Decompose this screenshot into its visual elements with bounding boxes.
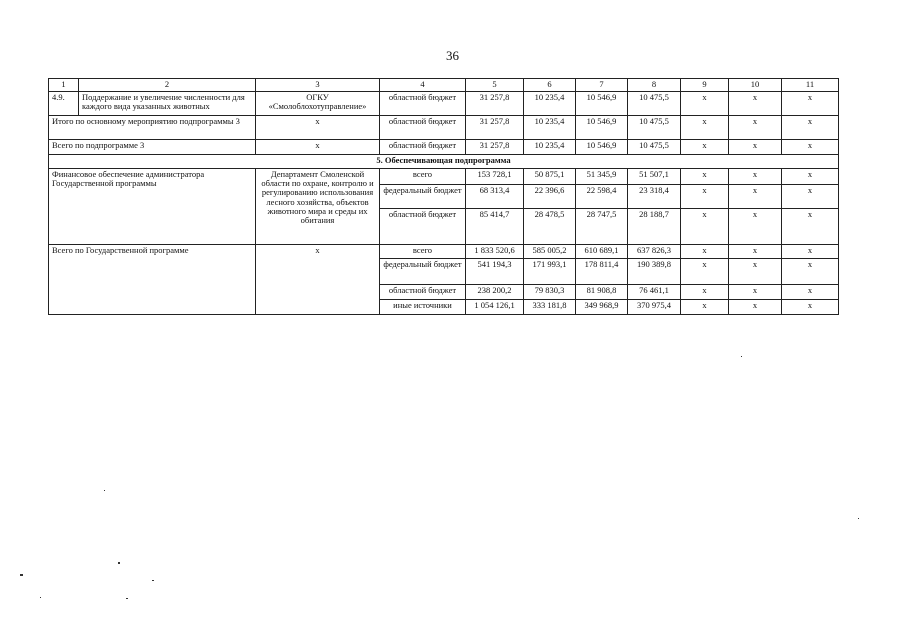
value-cell: х bbox=[729, 245, 782, 259]
section-row bbox=[49, 155, 839, 169]
column-number: 4 bbox=[380, 79, 466, 92]
value-cell: 10 475,5 bbox=[628, 116, 681, 140]
value-cell: 31 257,8 bbox=[466, 116, 524, 140]
scan-speck bbox=[152, 580, 154, 581]
executor: х bbox=[256, 140, 380, 155]
column-numbers-row bbox=[49, 79, 839, 92]
value-cell: 585 005,2 bbox=[524, 245, 576, 259]
column-number: 3 bbox=[256, 79, 380, 92]
value-cell: 76 461,1 bbox=[628, 285, 681, 300]
value-cell: х bbox=[681, 259, 729, 285]
value-cell: 10 475,5 bbox=[628, 140, 681, 155]
value-cell: 637 826,3 bbox=[628, 245, 681, 259]
value-cell: х bbox=[681, 92, 729, 116]
value-cell: 370 975,4 bbox=[628, 300, 681, 315]
value-cell: х bbox=[681, 285, 729, 300]
value-cell: 31 257,8 bbox=[466, 140, 524, 155]
funding-source: всего bbox=[380, 169, 466, 185]
column-number: 9 bbox=[681, 79, 729, 92]
value-cell: х bbox=[681, 209, 729, 245]
value-cell: 178 811,4 bbox=[576, 259, 628, 285]
column-number: 10 bbox=[729, 79, 782, 92]
value-cell: х bbox=[729, 140, 782, 155]
value-cell: х bbox=[729, 116, 782, 140]
value-cell: 10 235,4 bbox=[524, 92, 576, 116]
value-cell: 51 507,1 bbox=[628, 169, 681, 185]
value-cell: х bbox=[782, 140, 839, 155]
value-cell: 171 993,1 bbox=[524, 259, 576, 285]
scan-speck bbox=[20, 574, 23, 576]
executor: Департамент Смоленской области по охране, контролю и регулированию использования лесного хозяйства, объектов животного мира и среды их обитания bbox=[256, 169, 380, 245]
value-cell: х bbox=[782, 285, 839, 300]
value-cell: 349 968,9 bbox=[576, 300, 628, 315]
budget-table bbox=[48, 78, 839, 315]
value-cell: 79 830,3 bbox=[524, 285, 576, 300]
value-cell: х bbox=[729, 169, 782, 185]
value-cell: 31 257,8 bbox=[466, 92, 524, 116]
value-cell: 1 054 126,1 bbox=[466, 300, 524, 315]
value-cell: 10 546,9 bbox=[576, 140, 628, 155]
funding-source: федеральный бюджет bbox=[380, 185, 466, 209]
value-cell: 28 478,5 bbox=[524, 209, 576, 245]
value-cell: 10 235,4 bbox=[524, 116, 576, 140]
value-cell: х bbox=[681, 245, 729, 259]
value-cell: 190 389,8 bbox=[628, 259, 681, 285]
table-row bbox=[49, 140, 839, 155]
funding-source: областной бюджет bbox=[380, 116, 466, 140]
column-number: 1 bbox=[49, 79, 79, 92]
value-cell: 85 414,7 bbox=[466, 209, 524, 245]
scan-speck bbox=[118, 562, 120, 564]
section-title: 5. Обеспечивающая подпрограмма bbox=[49, 155, 839, 169]
total-label: Всего по Государственной программе bbox=[49, 245, 256, 315]
column-number: 6 bbox=[524, 79, 576, 92]
value-cell: х bbox=[782, 245, 839, 259]
column-number: 2 bbox=[79, 79, 256, 92]
executor: ОГКУ «Смолоблохотуправление» bbox=[256, 92, 380, 116]
value-cell: х bbox=[782, 169, 839, 185]
value-cell: 541 194,3 bbox=[466, 259, 524, 285]
column-number: 5 bbox=[466, 79, 524, 92]
value-cell: х bbox=[729, 259, 782, 285]
value-cell: х bbox=[782, 116, 839, 140]
scan-speck bbox=[104, 490, 105, 491]
column-number: 8 bbox=[628, 79, 681, 92]
executor: х bbox=[256, 245, 380, 315]
value-cell: 28 747,5 bbox=[576, 209, 628, 245]
executor: х bbox=[256, 116, 380, 140]
funding-source: всего bbox=[380, 245, 466, 259]
column-number: 11 bbox=[782, 79, 839, 92]
total-label: Всего по подпрограмме 3 bbox=[49, 140, 256, 155]
value-cell: х bbox=[782, 209, 839, 245]
value-cell: х bbox=[782, 300, 839, 315]
value-cell: 10 546,9 bbox=[576, 116, 628, 140]
value-cell: 28 188,7 bbox=[628, 209, 681, 245]
measure-name: Финансовое обеспечение администратора Государственной программы bbox=[49, 169, 256, 245]
value-cell: 610 689,1 bbox=[576, 245, 628, 259]
table-row bbox=[49, 245, 839, 259]
value-cell: х bbox=[681, 169, 729, 185]
funding-source: областной бюджет bbox=[380, 140, 466, 155]
value-cell: х bbox=[681, 185, 729, 209]
value-cell: 22 396,6 bbox=[524, 185, 576, 209]
scan-speck bbox=[126, 598, 128, 599]
value-cell: 22 598,4 bbox=[576, 185, 628, 209]
table-row bbox=[49, 169, 839, 185]
page-number: 36 bbox=[446, 48, 459, 63]
row-number: 4.9. bbox=[49, 92, 79, 116]
value-cell: х bbox=[681, 300, 729, 315]
value-cell: 51 345,9 bbox=[576, 169, 628, 185]
value-cell: х bbox=[782, 185, 839, 209]
value-cell: 238 200,2 bbox=[466, 285, 524, 300]
value-cell: х bbox=[729, 209, 782, 245]
value-cell: х bbox=[681, 116, 729, 140]
value-cell: 10 546,9 bbox=[576, 92, 628, 116]
funding-source: иные источники bbox=[380, 300, 466, 315]
funding-source: областной бюджет bbox=[380, 209, 466, 245]
value-cell: 68 313,4 bbox=[466, 185, 524, 209]
value-cell: 1 833 520,6 bbox=[466, 245, 524, 259]
value-cell: х bbox=[729, 285, 782, 300]
funding-source: областной бюджет bbox=[380, 285, 466, 300]
table-row bbox=[49, 116, 839, 140]
funding-source: федеральный бюджет bbox=[380, 259, 466, 285]
value-cell: 10 235,4 bbox=[524, 140, 576, 155]
funding-source: областной бюджет bbox=[380, 92, 466, 116]
table-row bbox=[49, 92, 839, 116]
column-number: 7 bbox=[576, 79, 628, 92]
value-cell: х bbox=[729, 92, 782, 116]
scan-speck bbox=[741, 356, 742, 357]
scan-speck bbox=[40, 597, 41, 598]
value-cell: 50 875,1 bbox=[524, 169, 576, 185]
scan-speck bbox=[858, 518, 859, 519]
measure-name: Поддержание и увеличение численности для каждого вида указанных животных bbox=[79, 92, 256, 116]
value-cell: х bbox=[782, 259, 839, 285]
value-cell: 10 475,5 bbox=[628, 92, 681, 116]
value-cell: 23 318,4 bbox=[628, 185, 681, 209]
value-cell: х bbox=[729, 300, 782, 315]
value-cell: 333 181,8 bbox=[524, 300, 576, 315]
value-cell: 81 908,8 bbox=[576, 285, 628, 300]
value-cell: х bbox=[782, 92, 839, 116]
value-cell: х bbox=[729, 185, 782, 209]
total-label: Итого по основному мероприятию подпрограммы 3 bbox=[49, 116, 256, 140]
value-cell: 153 728,1 bbox=[466, 169, 524, 185]
value-cell: х bbox=[681, 140, 729, 155]
